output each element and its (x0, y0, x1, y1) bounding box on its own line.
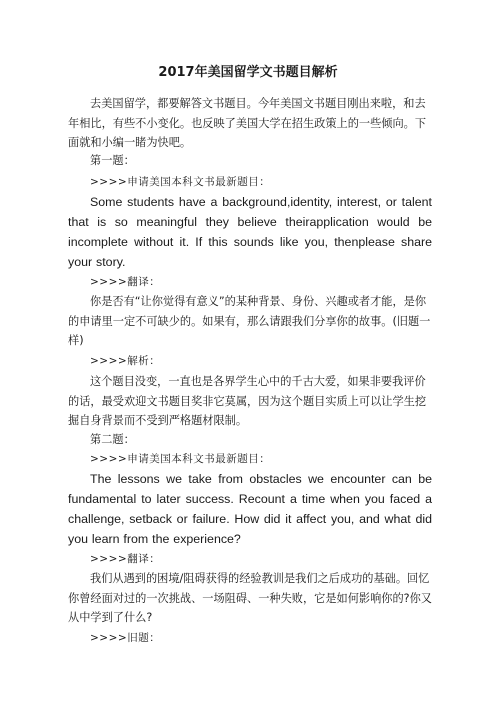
q1-translation-label: >>>>翻译： (90, 276, 161, 288)
q1-new-prompt-label: >>>>申请美国本科文书最新题目： (90, 176, 271, 188)
q2-heading: 第二题： (90, 433, 135, 446)
q1-heading: 第一题： (90, 154, 135, 167)
q1-translation: 你是否有“让你觉得有意义”的某种背景、身份、兴趣或者才能，是你的申请里一定不可缺少的。如果有，那么请跟我们分享你的故事。(旧题一样) (68, 295, 431, 347)
q2-translation: 我们从遇到的困境/阻碍获得的经验教训是我们之后成功的基础。回忆你曾经面对过的一次挑战、一场阻碍、一种失败，它是如何影响你的?你又从中学到了什么? (68, 572, 432, 624)
q2-english-prompt: The lessons we take from obstacles we encounter can be fundamental to later success. Recount a time when you faced a challenge, setback or failure. How did it affect you, and what did you learn from the experience? (68, 472, 432, 546)
q1-analysis: 这个题目没变，一直也是各界学生心中的千古大爱，如果非要我评价的话，最受欢迎文书题目奖非它莫属，因为这个题目实质上可以让学生挖掘自身背景而不受到严格题材限制。 (68, 375, 427, 427)
intro-paragraph: 去美国留学，都要解答文书题目。今年美国文书题目刚出来啦，和去年相比，有些不小变化。也反映了美国大学在招生政策上的一些倾向。下面就和小编一睹为快吧。 (68, 97, 427, 149)
q1-analysis-label: >>>>解析： (90, 355, 161, 367)
q2-new-prompt-label: >>>>申请美国本科文书最新题目： (90, 453, 271, 465)
q2-translation-label: >>>>翻译： (90, 553, 161, 565)
q2-old-prompt-label: >>>>旧题： (90, 632, 161, 644)
document-title: 2017年美国留学文书题目解析 (158, 65, 338, 80)
q1-english-prompt: Some students have a background,identity, interest, or talent that is so meaningful they believe theirapplication would be incomplete without it. If this sounds like you, thenplease share your story. (68, 195, 432, 269)
